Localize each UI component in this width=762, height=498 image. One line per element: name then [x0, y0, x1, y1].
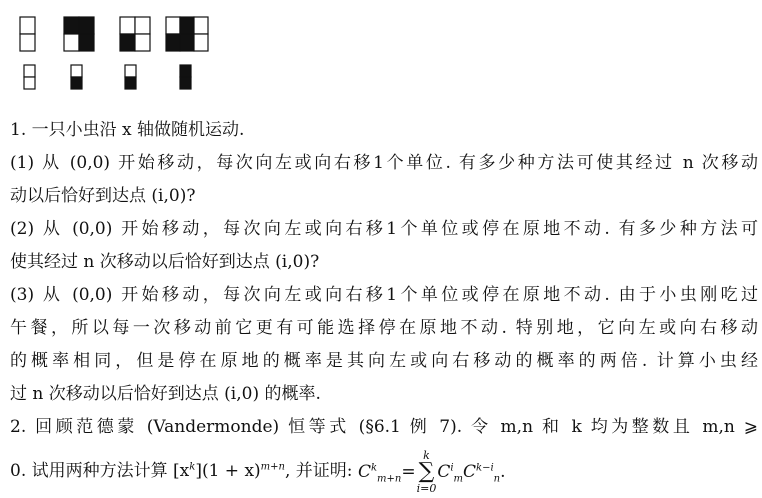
exp-k: k	[189, 461, 195, 472]
equals-sign: =	[401, 462, 415, 482]
sum-lower: i=0	[417, 483, 437, 494]
term2-C: C	[463, 462, 476, 482]
problem2-line2-prefix: 0. 试用两种方法计算 [x	[10, 461, 189, 481]
problem-text	[10, 114, 758, 498]
term1-C: C	[437, 462, 450, 482]
problem1-part2-line2: 使其经过 n 次移动以后恰好到达点 (i,0)?	[10, 246, 758, 279]
term2-sup: k−i	[476, 462, 494, 473]
problem1-intro: 1. 一只小虫沿 x 轴做随机运动.	[10, 114, 758, 147]
exp-mn: m+n	[261, 461, 285, 472]
problem1-part2-line1: (2) 从 (0,0) 开始移动，每次向左或向右移1个单位或停在原地不动. 有多少种方法可	[10, 213, 758, 246]
tiling-bottom-1	[24, 65, 35, 89]
sum-symbol: ∑	[417, 461, 437, 483]
problem1-part3-line1: (3) 从 (0,0) 开始移动，每次向左或向右移1个单位或停在原地不动. 由于小虫刚吃过	[10, 279, 758, 312]
term2-sub: n	[494, 473, 500, 484]
problem2-line2-mid: ](1 + x)	[195, 461, 260, 481]
problem1-part1-line2: 动以后恰好到达点 (i,0)?	[10, 180, 758, 213]
tiling-bottom-4	[180, 65, 191, 89]
vandermonde-identity	[358, 445, 506, 498]
term1-sub: m	[454, 473, 463, 484]
lhs-sub: m+n	[377, 473, 401, 484]
tiling-top-2	[64, 17, 94, 51]
problem1-part3-line2: 午餐，所以每一次移动前它更有可能选择停在原地不动. 特别地，它向左或向右移动	[10, 312, 758, 345]
final-period: .	[500, 462, 505, 482]
lhs-C: C	[358, 462, 371, 482]
sum-upper: k	[417, 450, 437, 461]
tiling-bottom-2	[71, 65, 82, 89]
problem1-part1-line1: (1) 从 (0,0) 开始移动，每次向左或向右移1个单位. 有多少种方法可使其经过 n 次移动	[10, 147, 758, 180]
tiling-top-3	[120, 17, 150, 51]
tiling-bottom-3	[125, 65, 136, 89]
tiling-top-4	[166, 17, 208, 51]
problem1-part3-line3: 的概率相同，但是停在原地的概率是其向左或向右移动的概率的两倍. 计算小虫经	[10, 345, 758, 378]
summation	[417, 450, 437, 494]
tiling-top-1	[20, 17, 35, 51]
problem2-line2	[10, 444, 758, 498]
lhs-sup: k	[371, 462, 377, 473]
problem2-line2-after: , 并证明:	[285, 461, 353, 481]
problem1-part3-line4: 过 n 次移动以后恰好到达点 (i,0) 的概率.	[10, 378, 758, 411]
problem2-line1: 2. 回顾范德蒙 (Vandermonde) 恒等式 (§6.1 例 7). 令 m,n 和 k 均为整数且 m,n ⩾	[10, 411, 758, 444]
tiling-figures	[0, 0, 762, 100]
term1-sup: i	[450, 462, 453, 473]
